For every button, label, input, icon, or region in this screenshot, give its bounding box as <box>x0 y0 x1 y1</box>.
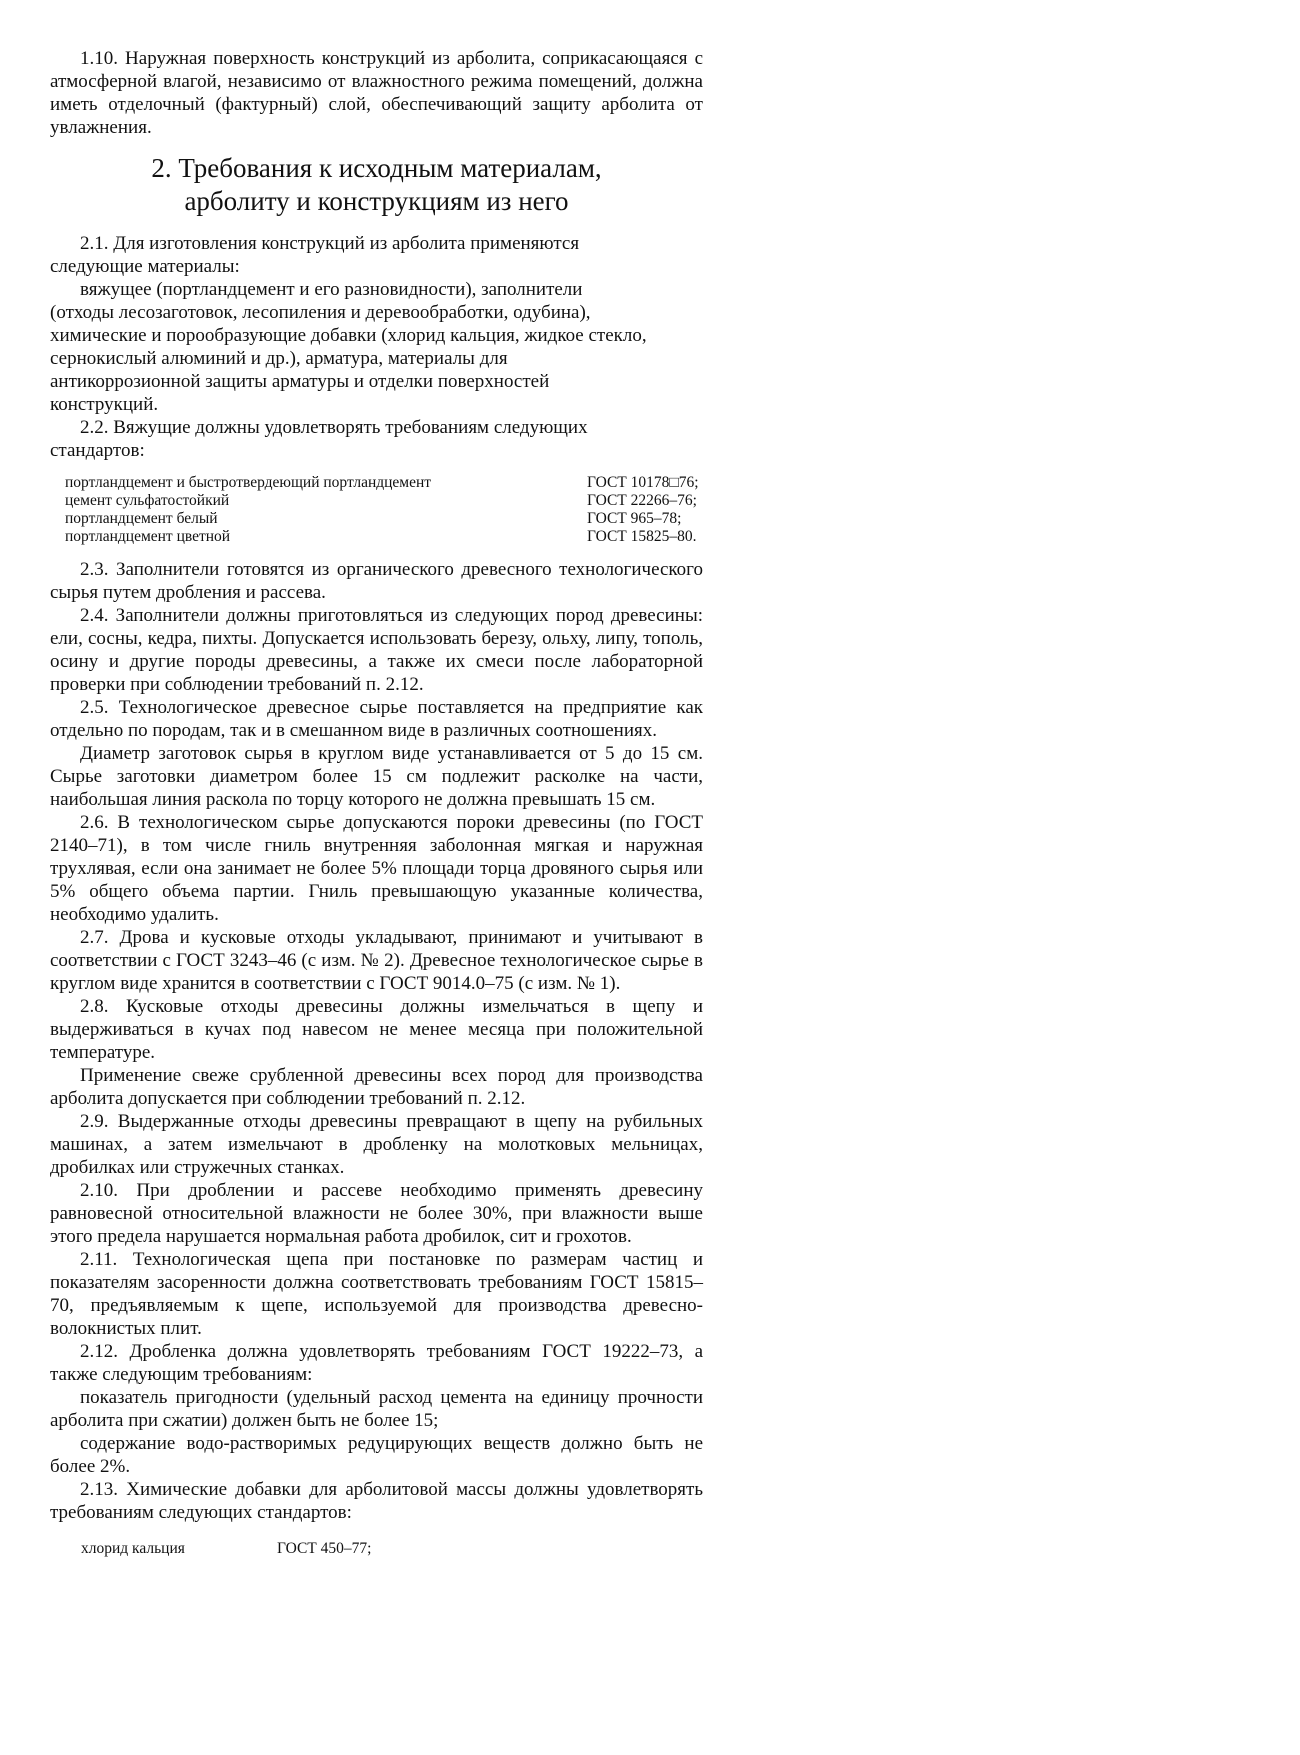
paragraph-2-2: 2.2. Вяжущие должны удовлетворять требованиям следующих стандартов: <box>50 417 588 461</box>
paragraph-2-8-fresh-wood: Применение свеже срубленной древесины всех пород для производства арболита допускается при соблюдении требований п. 2.12. <box>50 1065 703 1109</box>
paragraph-2-3: 2.3. Заполнители готовятся из органического древесного технологического сырья путем дробления и рассева. <box>50 559 703 603</box>
section-2-title-line2: арболиту и конструкциям из него <box>184 186 569 216</box>
paragraph-2-9: 2.9. Выдержанные отходы древесины превращают в щепу на рубильных машинах, а затем измельчают в дробленку на молотковых мельницах, дробилках или стружечных станках. <box>50 1111 703 1178</box>
section-2-title-line1: 2. Требования к исходным материалам, <box>151 153 602 183</box>
paragraph-2-6: 2.6. В технологическом сырье допускаются пороки древесины (по ГОСТ 2140–71), в том числе гниль внутренняя заболонная мягкая и наружная трухлявая, если она занимает не более 5% площади торца дровяного сырья или 5% общего объема партии. Гниль превышающую указанные количества, необходимо удалить. <box>50 812 703 925</box>
paragraph-2-5-diameter: Диаметр заготовок сырья в круглом виде устанавливается от 5 до 15 см. Сырье заготовки диаметром более 15 см подлежит расколке на части, наибольшая линия раскола по торцу которого не должна превышать 15 см. <box>50 743 703 810</box>
binder-standard: ГОСТ 965–78; <box>587 510 682 527</box>
paragraph-2-12-content: содержание водо-растворимых редуцирующих веществ должно быть не более 2%. <box>50 1433 703 1477</box>
table-row <box>65 492 705 510</box>
paragraph-2-5: 2.5. Технологическое древесное сырье поставляется на предприятие как отдельно по породам, так и в смешанном виде в различных соотношениях. <box>50 697 703 741</box>
binder-name: портландцемент цветной <box>65 528 231 545</box>
paragraph-2-4: 2.4. Заполнители должны приготовляться из следующих пород древесины: ели, сосны, кедра, пихты. Допускается использовать березу, ольху, липу, тополь, осину и другие породы древесины, а также их смеси после лабораторной проверки при соблюдении требований п. 2.12. <box>50 605 703 695</box>
table-row <box>81 1540 371 1558</box>
paragraph-1-10: 1.10. Наружная поверхность конструкций из арболита, соприкасающаяся с атмосферной влагой, независимо от влажностного режима помещений, должна иметь отделочный (фактурный) слой, обеспечивающий защиту арболита от увлажнения. <box>50 48 703 138</box>
table-row <box>65 510 705 528</box>
paragraph-2-10: 2.10. При дроблении и рассеве необходимо применять древесину равновесной относительной влажности не более 30%, при влажности выше этого предела нарушается нормальная работа дробилок, сит и грохотов. <box>50 1180 703 1247</box>
additive-standard: ГОСТ 450–77; <box>277 1540 372 1557</box>
binder-name: портландцемент белый <box>65 510 218 527</box>
paragraph-2-11: 2.11. Технологическая щепа при постановке по размерам частиц и показателям засоренности должна соответствовать требованиям ГОСТ 15815–70, предъявляемым к щепе, используемой для производства древесно-волокнистых плит. <box>50 1249 703 1339</box>
table-row <box>65 474 705 492</box>
additives-standards-table <box>81 1540 371 1558</box>
binder-standard: ГОСТ 15825–80. <box>587 528 697 545</box>
paragraph-2-13: 2.13. Химические добавки для арболитовой массы должны удовлетворять требованиям следующих стандартов: <box>50 1479 703 1523</box>
binder-name: портландцемент и быстротвердеющий портландцемент <box>65 474 432 491</box>
binder-standard: ГОСТ 10178□76; <box>587 474 699 491</box>
paragraph-2-12-suitability: показатель пригодности (удельный расход цемента на единицу прочности арболита при сжатии) должен быть не более 15; <box>50 1387 703 1431</box>
binders-standards-table <box>65 474 705 546</box>
document-page <box>50 47 703 1570</box>
binder-name: цемент сульфатостойкий <box>65 492 230 509</box>
section-2-heading <box>50 152 703 218</box>
paragraph-2-1: 2.1. Для изготовления конструкций из арболита применяются следующие материалы: <box>50 233 580 277</box>
binder-standard: ГОСТ 22266–76; <box>587 492 697 509</box>
paragraph-2-8: 2.8. Кусковые отходы древесины должны измельчаться в щепу и выдерживаться в кучах под навесом не менее месяца при положительной температуре. <box>50 996 703 1063</box>
paragraph-2-7: 2.7. Дрова и кусковые отходы укладывают, принимают и учитывают в соответствии с ГОСТ 3243–46 (с изм. № 2). Древесное технологическое сырье в круглом виде хранится в соответствии с ГОСТ 9014.0–75 (с изм. № 1). <box>50 927 703 994</box>
additive-name: хлорид кальция <box>81 1540 185 1557</box>
paragraph-2-1-materials: вяжущее (портландцемент и его разновидности), заполнители (отходы лесозаготовок, лесопиления и деревообработки, одубина), химические и порообразующие добавки (хлорид кальция, жидкое стекло, сернокислый алюминий и др.), арматура, материалы для антикоррозионной защиты арматуры и отделки поверхностей конструкций. <box>50 279 647 415</box>
paragraph-2-12: 2.12. Дробленка должна удовлетворять требованиям ГОСТ 19222–73, а также следующим требованиям: <box>50 1341 703 1385</box>
table-row <box>65 528 705 546</box>
